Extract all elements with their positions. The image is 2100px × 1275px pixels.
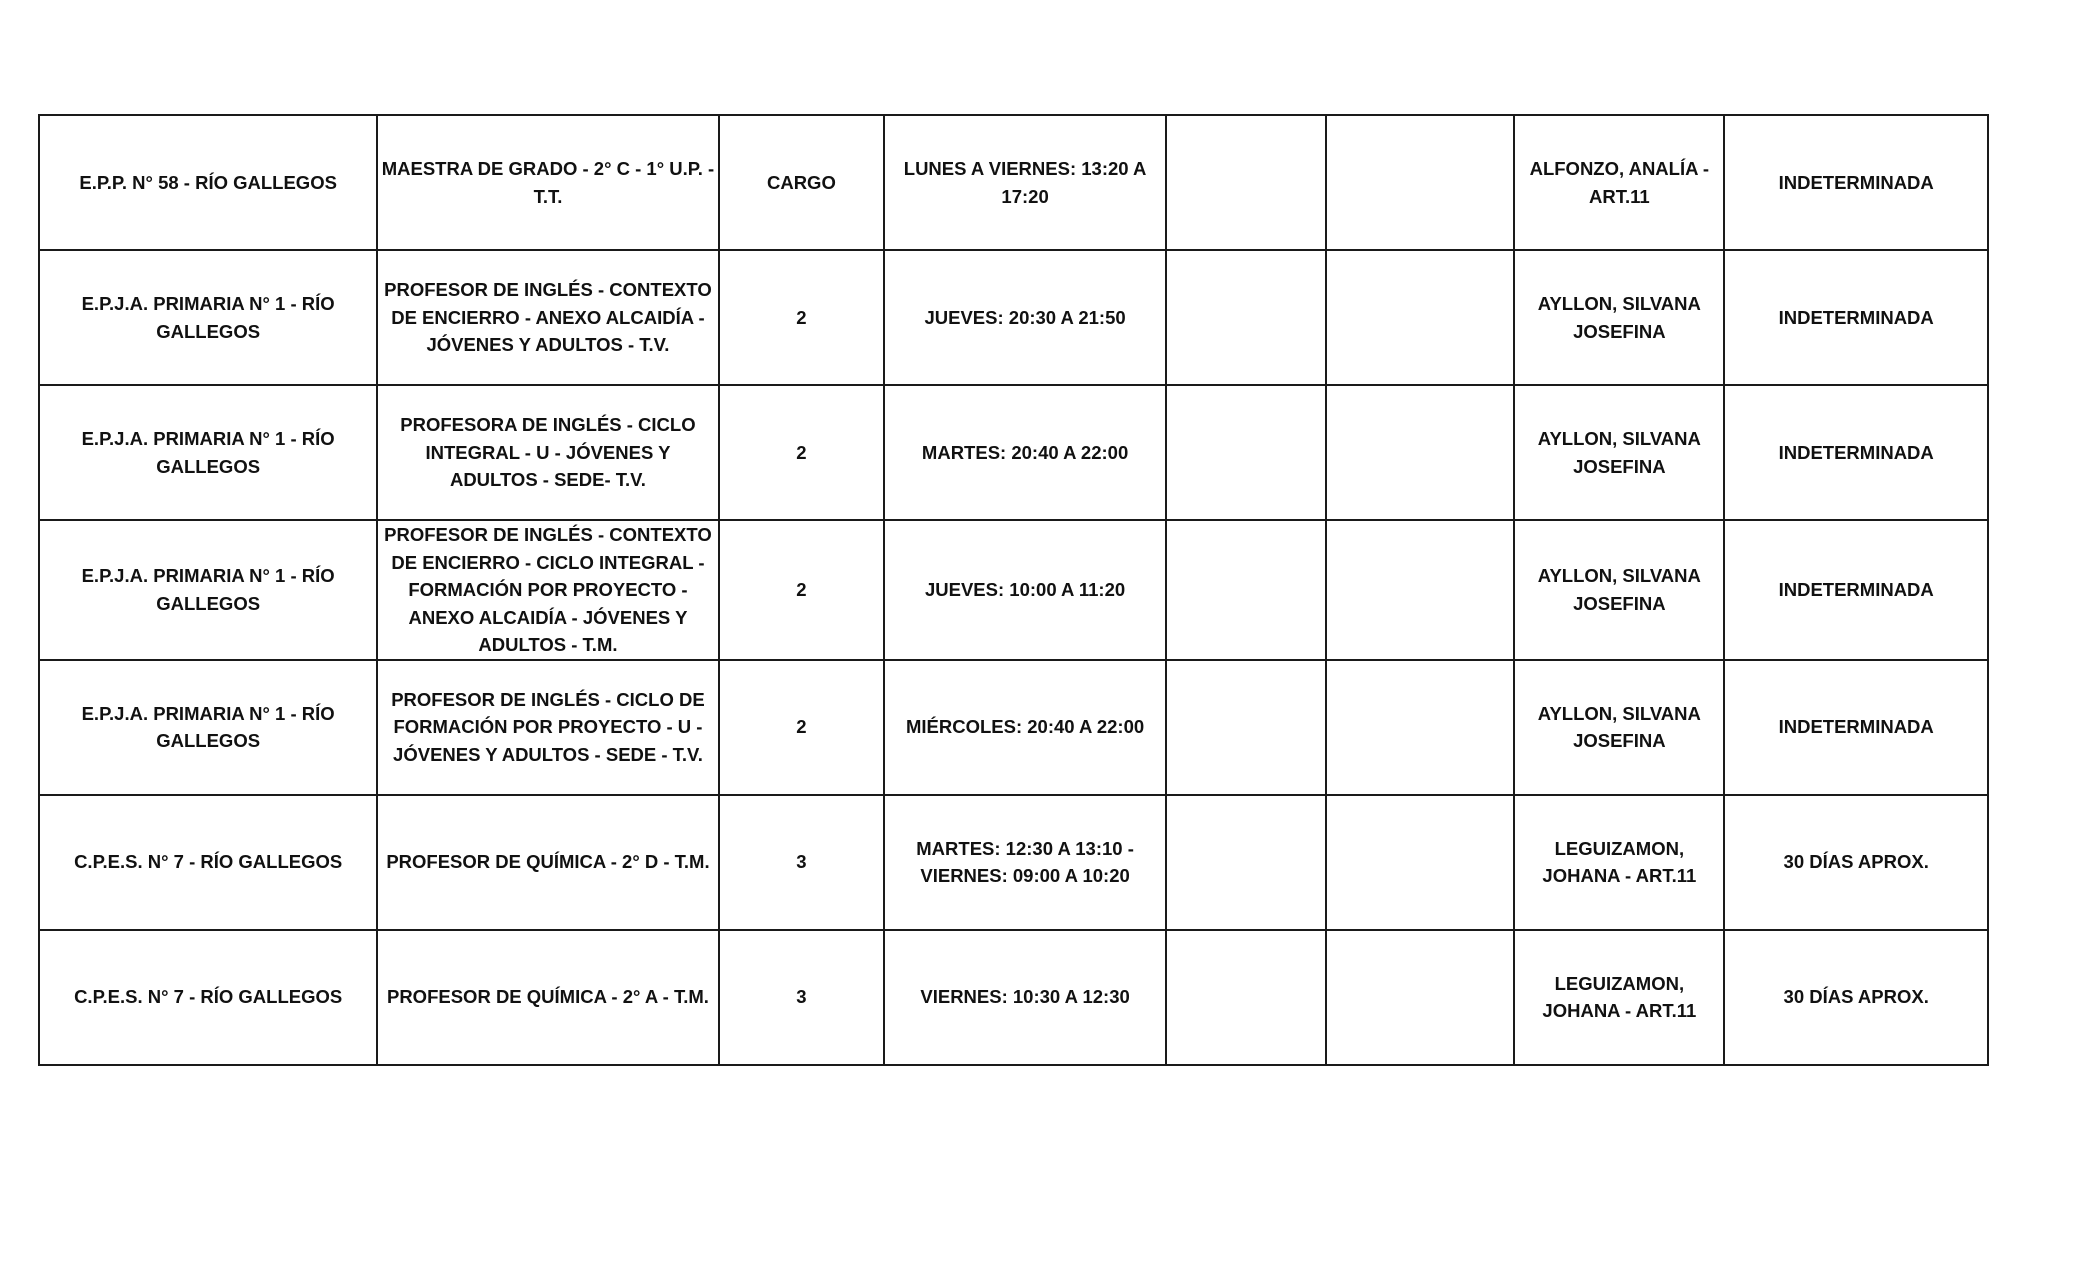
position-cell: PROFESOR DE INGLÉS - CONTEXTO DE ENCIERRO - CICLO INTEGRAL - FORMACIÓN POR PROYECTO - ANEXO ALCAIDÍA - JÓVENES Y ADULTOS - T.M. — [377, 520, 718, 660]
empty-cell — [1166, 250, 1326, 385]
vacancies-table — [38, 114, 1989, 1066]
duration-cell: INDETERMINADA — [1724, 660, 1988, 795]
empty-cell — [1166, 385, 1326, 520]
school-cell: C.P.E.S. N° 7 - RÍO GALLEGOS — [39, 795, 377, 930]
schedule-cell: MARTES: 12:30 A 13:10 - VIERNES: 09:00 A 10:20 — [884, 795, 1166, 930]
duration-cell: INDETERMINADA — [1724, 385, 1988, 520]
school-cell: E.P.J.A. PRIMARIA N° 1 - RÍO GALLEGOS — [39, 660, 377, 795]
schedule-cell: LUNES A VIERNES: 13:20 A 17:20 — [884, 115, 1166, 250]
schedule-cell: MIÉRCOLES: 20:40 A 22:00 — [884, 660, 1166, 795]
schedule-cell: JUEVES: 20:30 A 21:50 — [884, 250, 1166, 385]
hours-cell: 2 — [719, 385, 885, 520]
position-cell: PROFESORA DE INGLÉS - CICLO INTEGRAL - U - JÓVENES Y ADULTOS - SEDE- T.V. — [377, 385, 718, 520]
school-cell: E.P.J.A. PRIMARIA N° 1 - RÍO GALLEGOS — [39, 385, 377, 520]
hours-cell: 3 — [719, 795, 885, 930]
school-cell: E.P.P. N° 58 - RÍO GALLEGOS — [39, 115, 377, 250]
table-row — [39, 795, 1988, 930]
position-cell: PROFESOR DE INGLÉS - CICLO DE FORMACIÓN POR PROYECTO - U - JÓVENES Y ADULTOS - SEDE - T.V. — [377, 660, 718, 795]
schedule-cell: VIERNES: 10:30 A 12:30 — [884, 930, 1166, 1065]
duration-cell: INDETERMINADA — [1724, 115, 1988, 250]
empty-cell — [1326, 795, 1515, 930]
duration-cell: INDETERMINADA — [1724, 250, 1988, 385]
table-row — [39, 250, 1988, 385]
schedule-cell: MARTES: 20:40 A 22:00 — [884, 385, 1166, 520]
holder-cell: AYLLON, SILVANA JOSEFINA — [1514, 250, 1724, 385]
holder-cell: AYLLON, SILVANA JOSEFINA — [1514, 660, 1724, 795]
empty-cell — [1166, 660, 1326, 795]
empty-cell — [1326, 115, 1515, 250]
empty-cell — [1166, 115, 1326, 250]
position-cell: PROFESOR DE QUÍMICA - 2° D - T.M. — [377, 795, 718, 930]
hours-cell: 2 — [719, 520, 885, 660]
empty-cell — [1326, 660, 1515, 795]
empty-cell — [1326, 520, 1515, 660]
holder-cell: LEGUIZAMON, JOHANA - ART.11 — [1514, 930, 1724, 1065]
empty-cell — [1166, 930, 1326, 1065]
duration-cell: INDETERMINADA — [1724, 520, 1988, 660]
position-cell: PROFESOR DE INGLÉS - CONTEXTO DE ENCIERRO - ANEXO ALCAIDÍA - JÓVENES Y ADULTOS - T.V. — [377, 250, 718, 385]
empty-cell — [1326, 385, 1515, 520]
holder-cell: AYLLON, SILVANA JOSEFINA — [1514, 385, 1724, 520]
duration-cell: 30 DÍAS APROX. — [1724, 930, 1988, 1065]
schedule-cell: JUEVES: 10:00 A 11:20 — [884, 520, 1166, 660]
table-row — [39, 520, 1988, 660]
holder-cell: LEGUIZAMON, JOHANA - ART.11 — [1514, 795, 1724, 930]
school-cell: C.P.E.S. N° 7 - RÍO GALLEGOS — [39, 930, 377, 1065]
table-row — [39, 930, 1988, 1065]
hours-cell: 3 — [719, 930, 885, 1065]
empty-cell — [1326, 250, 1515, 385]
table-row — [39, 660, 1988, 795]
table-row — [39, 385, 1988, 520]
position-cell: PROFESOR DE QUÍMICA - 2° A - T.M. — [377, 930, 718, 1065]
hours-cell: 2 — [719, 660, 885, 795]
position-cell: MAESTRA DE GRADO - 2° C - 1° U.P. - T.T. — [377, 115, 718, 250]
hours-cell: 2 — [719, 250, 885, 385]
empty-cell — [1326, 930, 1515, 1065]
empty-cell — [1166, 520, 1326, 660]
duration-cell: 30 DÍAS APROX. — [1724, 795, 1988, 930]
table-row — [39, 115, 1988, 250]
school-cell: E.P.J.A. PRIMARIA N° 1 - RÍO GALLEGOS — [39, 520, 377, 660]
empty-cell — [1166, 795, 1326, 930]
hours-cell: CARGO — [719, 115, 885, 250]
holder-cell: AYLLON, SILVANA JOSEFINA — [1514, 520, 1724, 660]
school-cell: E.P.J.A. PRIMARIA N° 1 - RÍO GALLEGOS — [39, 250, 377, 385]
holder-cell: ALFONZO, ANALÍA - ART.11 — [1514, 115, 1724, 250]
